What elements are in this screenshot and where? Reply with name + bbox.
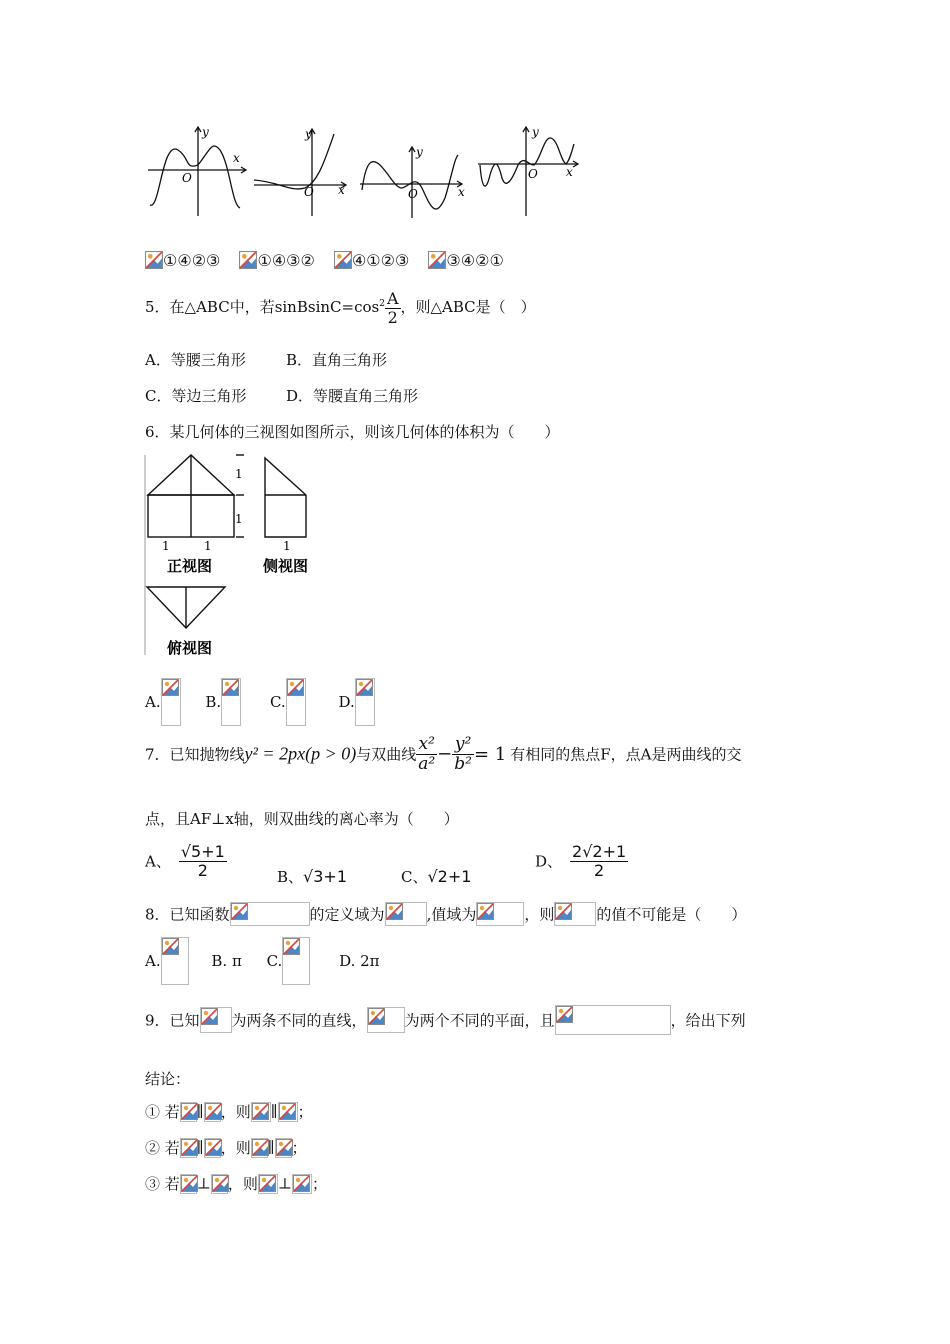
broken-image-icon bbox=[212, 1175, 229, 1192]
q8-domain-image bbox=[385, 902, 427, 926]
q9-item-2: ② 若 ∥ ，则 ∥ ； bbox=[145, 1138, 307, 1157]
q6-stem: 6．某几何体的三视图如图所示，则该几何体的体积为（ ） bbox=[145, 423, 560, 441]
dim-side-width: 1 bbox=[283, 539, 291, 553]
function-graphs bbox=[140, 120, 590, 225]
q6-options: A. B. C. D. bbox=[145, 678, 375, 726]
broken-image-icon bbox=[428, 251, 446, 269]
broken-image-icon bbox=[252, 1103, 269, 1120]
q8-stem: 8．已知函数 的定义域为 ,值域为 ，则 的值不可能是（ ） bbox=[145, 902, 746, 926]
broken-image-icon bbox=[368, 1008, 385, 1025]
graph-2 bbox=[254, 129, 346, 216]
hyperbola-x-term: $\frac{\text{x²}}{\text{a²}}$ bbox=[418, 734, 436, 774]
q7-option-c: C、√2+1 bbox=[401, 867, 472, 886]
broken-image-icon bbox=[356, 679, 373, 696]
q9-lines-image bbox=[200, 1007, 232, 1033]
q7-option-b: B、√3+1 bbox=[277, 867, 347, 886]
q5-fraction: $\frac{A}{2}$ bbox=[386, 289, 399, 327]
q8-range-image bbox=[476, 902, 524, 926]
graph-2-y: y bbox=[305, 127, 312, 141]
graph-1 bbox=[148, 127, 246, 216]
graph-2-o: O bbox=[304, 185, 314, 199]
q4-option-b: ①④③② bbox=[239, 251, 314, 270]
side-view-caption: 侧视图 bbox=[263, 557, 309, 575]
q5-option-c: C．等边三角形 bbox=[145, 387, 247, 405]
graph-1-o: O bbox=[182, 171, 192, 185]
graph-4-o: O bbox=[528, 167, 538, 181]
q9-planes-image bbox=[367, 1007, 405, 1033]
graph-3-y: y bbox=[416, 145, 423, 159]
graph-3 bbox=[360, 147, 462, 218]
broken-image-icon bbox=[181, 1175, 198, 1192]
broken-image-icon bbox=[205, 1103, 222, 1120]
q5-option-b: B．直角三角形 bbox=[286, 351, 388, 369]
q5-option-d: D．等腰直角三角形 bbox=[286, 387, 419, 405]
q5-stem: 5．在△ABC中，若$sinBsinC=\cos^2$ $\frac{A}{2}$ ，则△ABC是（ ） bbox=[145, 289, 536, 327]
q6-option-d-image bbox=[355, 678, 375, 726]
broken-image-icon bbox=[276, 1139, 293, 1156]
dim-front-height-bottom: 1 bbox=[235, 512, 243, 526]
broken-image-icon bbox=[181, 1139, 198, 1156]
broken-image-icon bbox=[239, 251, 257, 269]
broken-image-icon bbox=[181, 1103, 198, 1120]
q9-conclusion: 结论： bbox=[145, 1070, 191, 1088]
q6-option-b-image bbox=[221, 678, 241, 726]
broken-image-icon bbox=[283, 938, 300, 955]
broken-image-icon bbox=[334, 251, 352, 269]
q6-option-c-image bbox=[286, 678, 306, 726]
q4-option-d: ③④②① bbox=[428, 251, 503, 270]
graph-3-o: O bbox=[408, 187, 418, 201]
graph-4-y: y bbox=[532, 125, 539, 139]
broken-image-icon bbox=[287, 679, 304, 696]
q8-options: A. B. π C. D. 2π bbox=[145, 937, 380, 985]
q8-function-image bbox=[230, 902, 310, 926]
parabola-equation: y² = 2px(p > 0) bbox=[244, 743, 357, 764]
q7-stem: 7．已知抛物线y² = 2px(p > 0)与双曲线 $\frac{\text{x²}}{\text{a²}}$ − $\frac{\text{y²}}{\text{b²}}$ = 1 有相同的焦点F，点A是两曲线的交 bbox=[145, 734, 742, 774]
broken-image-icon bbox=[205, 1139, 222, 1156]
q9-item-3: ③ 若 ⊥ ，则 ⊥ ； bbox=[145, 1174, 328, 1193]
q7-option-d: D、 $\frac{2√2+1}{2}$ bbox=[535, 842, 627, 880]
broken-image-icon bbox=[162, 938, 179, 955]
q4-option-c: ④①②③ bbox=[334, 251, 409, 270]
q7-option-a: A、 $\frac{√5+1}{2}$ bbox=[145, 842, 225, 880]
dim-front-height-top: 1 bbox=[235, 467, 243, 481]
dim-front-width-right: 1 bbox=[204, 539, 212, 553]
graph-3-x: x bbox=[458, 185, 465, 199]
top-view-caption: 俯视图 bbox=[167, 639, 213, 657]
q7-line2: 点，且AF⊥x轴，则双曲线的离心率为（ ） bbox=[145, 810, 459, 828]
broken-image-icon bbox=[279, 1103, 296, 1120]
q8-expression-image bbox=[554, 902, 596, 926]
front-view-caption: 正视图 bbox=[167, 557, 213, 575]
broken-image-icon bbox=[201, 1008, 218, 1025]
graph-1-y: y bbox=[202, 125, 209, 139]
q8-option-c-image bbox=[282, 937, 310, 985]
broken-image-icon bbox=[555, 903, 572, 920]
q4-option-a: ①④②③ bbox=[145, 251, 220, 270]
q8-option-a-image bbox=[161, 937, 189, 985]
broken-image-icon bbox=[252, 1139, 269, 1156]
broken-image-icon bbox=[145, 251, 163, 269]
broken-image-icon bbox=[386, 903, 403, 920]
q9-condition-image bbox=[555, 1005, 671, 1035]
graph-2-x: x bbox=[338, 183, 345, 197]
broken-image-icon bbox=[259, 1175, 276, 1192]
q6-option-a-image bbox=[161, 678, 181, 726]
q9-item-1: ① 若 ∥ ，则 ∥ ； bbox=[145, 1102, 313, 1121]
broken-image-icon bbox=[231, 903, 248, 920]
q9-stem: 9．已知 为两条不同的直线， 为两个不同的平面，且 ，给出下列 bbox=[145, 1005, 746, 1035]
broken-image-icon bbox=[293, 1175, 310, 1192]
broken-image-icon bbox=[556, 1006, 573, 1023]
broken-image-icon bbox=[162, 679, 179, 696]
graph-1-x: x bbox=[233, 151, 240, 165]
hyperbola-y-term: $\frac{\text{y²}}{\text{b²}}$ bbox=[454, 734, 472, 774]
graph-4-x: x bbox=[566, 165, 573, 179]
broken-image-icon bbox=[477, 903, 494, 920]
broken-image-icon bbox=[222, 679, 239, 696]
three-view-figure bbox=[140, 450, 340, 665]
dim-front-width-left: 1 bbox=[162, 539, 170, 553]
q5-option-a: A．等腰三角形 bbox=[145, 351, 246, 369]
q4-options bbox=[145, 251, 504, 270]
